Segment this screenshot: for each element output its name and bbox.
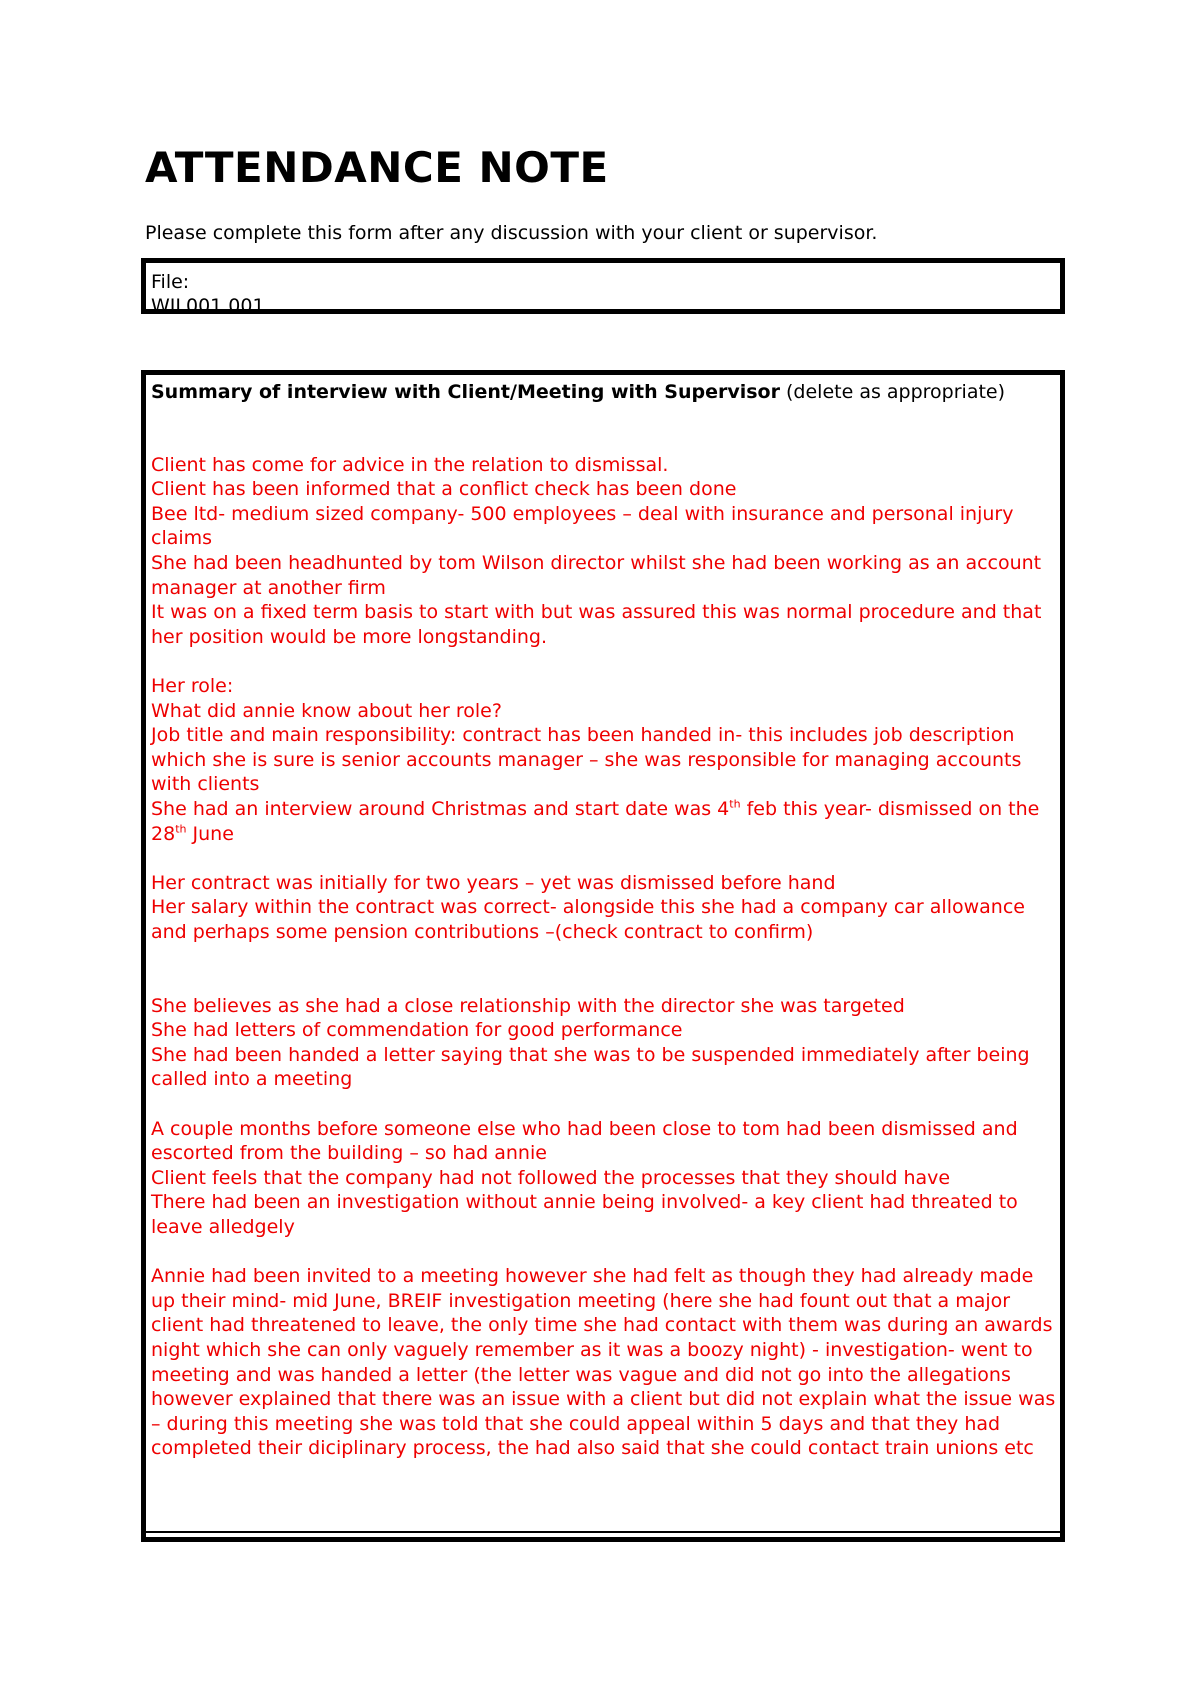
form-instruction: Please complete this form after any discussion with your client or supervisor.: [145, 222, 878, 244]
note-line: She had an interview around Christmas and start date was 4th feb this year- dismissed on the 28th June: [151, 797, 1040, 845]
summary-content: [151, 380, 1056, 1461]
note-line: It was on a fixed term basis to start with but was assured this was normal procedure and that her position would be more longstanding.: [151, 601, 1042, 648]
file-field-box: [141, 258, 1065, 317]
interview-notes: [151, 453, 1056, 1461]
note-line: Job title and main responsibility: contract has been handed in- this includes job description which she is sure is senior accounts manager – she was responsible for managing accounts with clients: [151, 724, 1022, 796]
note-line: Client has come for advice in the relation to dismissal.: [151, 453, 669, 476]
note-line: There had been an investigation without annie being involved- a key client had threated to leave alledgely: [151, 1191, 1018, 1238]
summary-heading-bold: Summary of interview with Client/Meeting with Supervisor: [151, 381, 780, 403]
file-label: File:: [151, 271, 190, 293]
note-line: Her role:: [151, 674, 234, 697]
note-line: Client has been informed that a conflict check has been done: [151, 478, 737, 501]
note-line: What did annie know about her role?: [151, 699, 502, 722]
note-line: Her salary within the contract was correct- alongside this she had a company car allowance and perhaps some pension contributions –(check contract to confirm): [151, 896, 1025, 943]
summary-heading-note: (delete as appropriate): [779, 381, 1006, 403]
document-title: ATTENDANCE NOTE: [145, 143, 609, 192]
summary-heading: [151, 380, 1056, 405]
note-line: A couple months before someone else who had been close to tom had been dismissed and escorted from the building – so had annie: [151, 1117, 1018, 1165]
note-line: Bee ltd- medium sized company- 500 employees – deal with insurance and personal injury claims: [151, 502, 1014, 550]
summary-box: [141, 370, 1065, 1542]
note-line: She believes as she had a close relationship with the director she was targeted: [151, 994, 905, 1017]
note-line: Her contract was initially for two years – yet was dismissed before hand: [151, 871, 836, 894]
note-line: Client feels that the company had not followed the processes that they should have: [151, 1166, 951, 1189]
file-value: WIL001.001: [151, 295, 265, 317]
note-line: Annie had been invited to a meeting however she had felt as though they had already made up their mind- mid June, BREIF investigation meeting (here she had fount out that a major client had threatened to leave, the only time she had contact with them was during an awards night which she can only vaguely remember as it was a boozy night) - investigation- went to meeting and was handed a letter (the letter was vague and did not go into the allegations however explained that there was an issue with a client but did not explain what the issue was – during this meeting she was told that she could appeal within 5 days and that they had completed their diciplinary process, the had also said that she could contact train unions etc: [151, 1265, 1056, 1460]
note-line: She had been headhunted by tom Wilson director whilst she had been working as an account manager at another firm: [151, 551, 1042, 599]
note-line: She had letters of commendation for good performance: [151, 1019, 683, 1042]
note-line: She had been handed a letter saying that she was to be suspended immediately after being called into a meeting: [151, 1043, 1030, 1091]
